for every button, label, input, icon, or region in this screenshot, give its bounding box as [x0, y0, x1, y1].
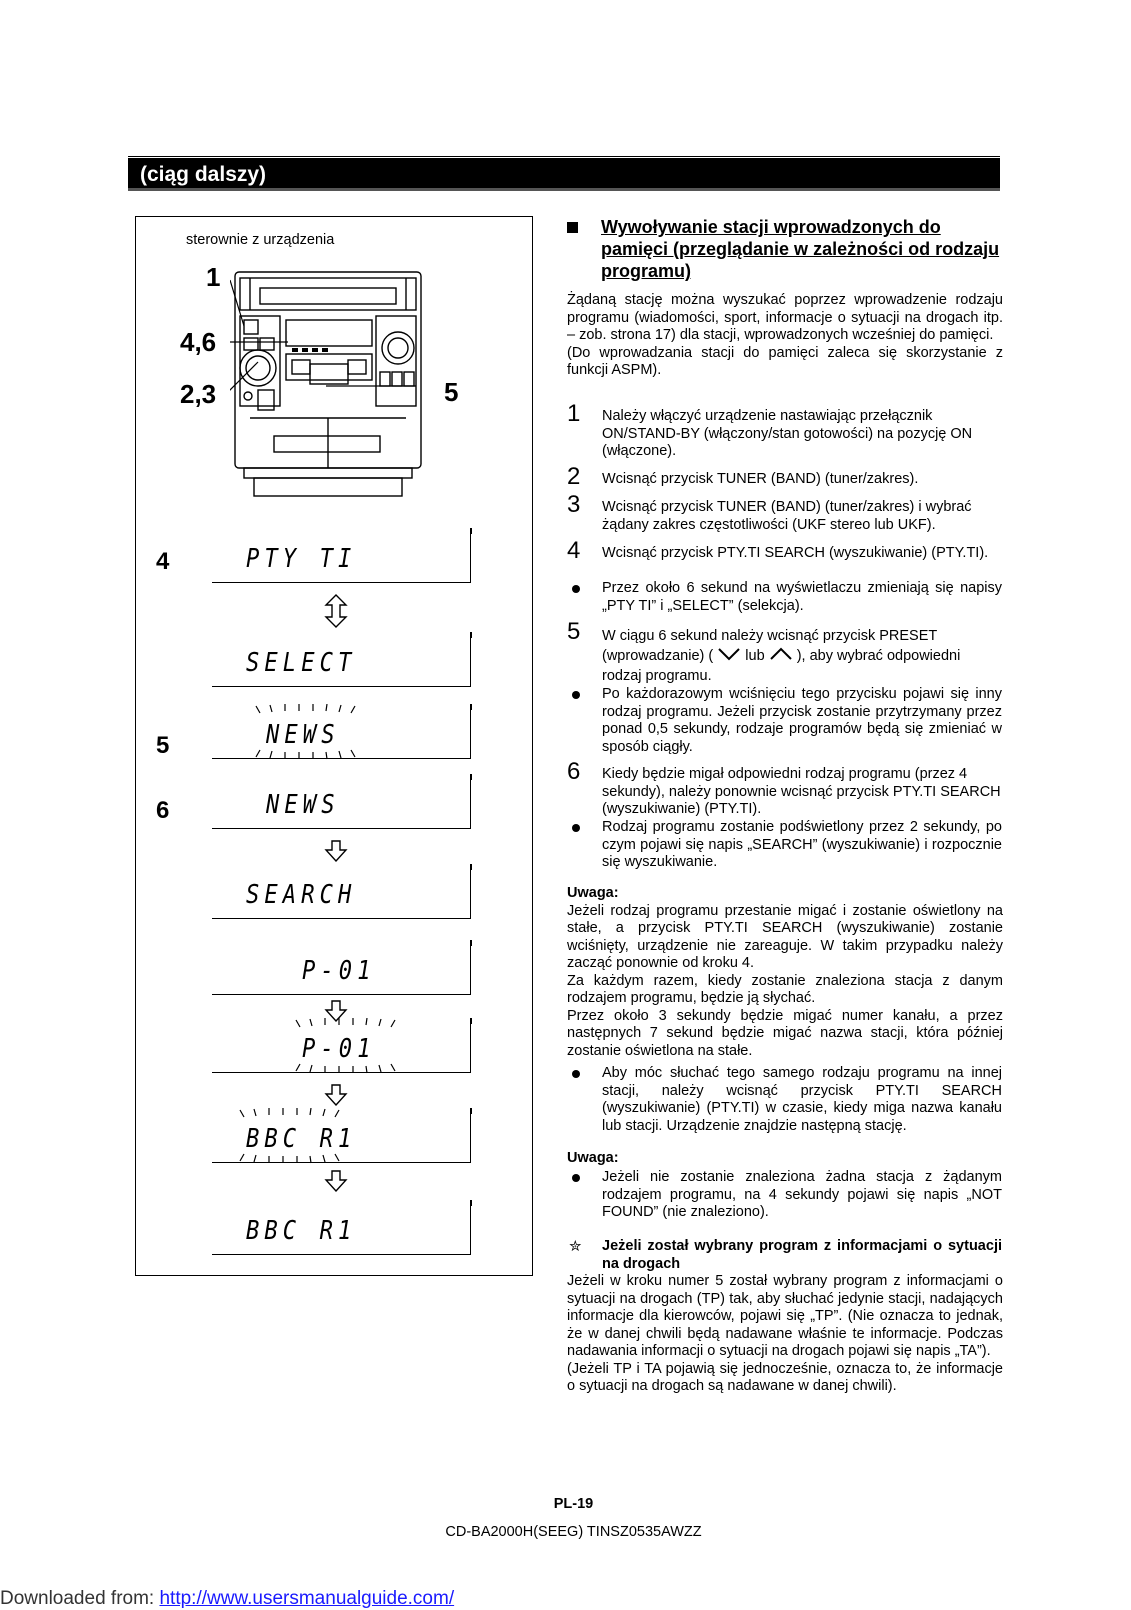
panel-caption: sterownie z urządzenia	[186, 232, 335, 248]
arrow-down-icon	[324, 1170, 348, 1192]
section-band: (ciąg dalszy)	[128, 158, 1000, 191]
bullet-icon	[572, 691, 580, 699]
section-heading	[567, 216, 1007, 282]
step-number-2: 2	[567, 463, 581, 490]
callout-2-3: 2,3	[180, 379, 217, 409]
callout-1: 1	[206, 262, 221, 292]
heading-text: Wywoływanie stacji wprowadzonych do pamięci (przeglądanie w zależności od rodzaju programu)	[601, 217, 1000, 281]
note-1-paragraph: Jeżeli rodzaj programu przestanie migać i zostanie oświetlony na stałe, a przycisk PTY.TI SEARCH (wyszukiwanie) zostanie wciśnięty, urządzenie nie zareaguje. W takim przypadku należy zacząć ponownie od kroku 4.	[567, 902, 1003, 971]
page-number: PL-19	[553, 1496, 594, 1512]
step-5-text-c: ), aby wybrać odpowiedni rodzaj programu.	[602, 648, 961, 684]
callout-4-6: 4,6	[180, 327, 217, 357]
display-text: P-01	[302, 956, 376, 986]
display-bbc-r1	[212, 1206, 471, 1255]
display-bbc-r1-blinking	[212, 1114, 471, 1163]
square-bullet-icon	[567, 222, 578, 233]
tp-body	[567, 1273, 1003, 1396]
bullet-icon	[572, 1070, 580, 1078]
step-number-4: 4	[567, 537, 581, 564]
display-text: BBC R1	[246, 1216, 357, 1246]
display-news	[212, 780, 471, 829]
step-1-text: Należy włączyć urządzenie nastawiając przełącznik ON/STAND-BY (włączony/stan gotowości) na pozycję ON (włączone).	[602, 408, 973, 459]
note-1-paragraph: Przez około 3 sekundy będzie migać numer kanału, a przez następnych 7 sekund będzie migać nazwa stacji, która później zostanie oświetlona na stałe.	[567, 1007, 1003, 1059]
step-number-3: 3	[567, 491, 581, 518]
display-p01-blinking	[212, 1024, 471, 1073]
step-5-text	[602, 626, 1002, 686]
step-number-5: 5	[567, 618, 581, 645]
panel-step-5: 5	[156, 732, 170, 759]
model-code: CD-BA2000H(SEEG) TINSZ0535AWZZ	[445, 1524, 702, 1540]
star-icon: ✮	[569, 1238, 582, 1255]
display-text: BBC R1	[246, 1124, 357, 1154]
display-text: PTY TI	[246, 544, 357, 574]
display-news-blinking	[212, 710, 471, 759]
display-select	[212, 638, 471, 687]
bullet-icon	[572, 824, 580, 832]
callout-5: 5	[444, 377, 459, 407]
panel-step-4: 4	[156, 548, 170, 575]
bullet-icon	[572, 585, 580, 593]
step-4-text: Wcisnąć przycisk PTY.TI SEARCH (wyszukiwanie) (PTY.TI).	[602, 545, 989, 561]
display-pty-ti	[212, 534, 471, 583]
step-2-text: Wcisnąć przycisk TUNER (BAND) (tuner/zakres).	[602, 471, 919, 487]
display-text: SELECT	[246, 648, 357, 678]
note-1-title: Uwaga:	[567, 885, 619, 901]
panel-step-6: 6	[156, 797, 170, 824]
note-2-bullet: Jeżeli nie zostanie znaleziona żadna stacja z żądanym rodzajem programu, na 4 sekundy pojawi się napis „NOT FOUND” (nie znaleziono).	[602, 1169, 1002, 1220]
display-p01	[212, 946, 471, 995]
display-text: NEWS	[266, 720, 340, 750]
download-label: Downloaded from:	[0, 1588, 160, 1609]
download-note	[0, 1588, 454, 1610]
step-number-1: 1	[567, 400, 581, 427]
bullet-icon	[572, 1174, 580, 1182]
step-5-text-a: W ciągu 6 sekund należy wcisnąć przycisk PRESET (wprowadzanie) (	[602, 628, 937, 664]
intro-paragraph: Żądaną stację można wyszukać poprzez wprowadzenie rodzaju programu (wiadomości, sport, informacje o sytuacji na drogach itp. – zob. strona 17) dla stacji, wprowadzonych wcześniej do pamięci.	[567, 292, 1003, 343]
note-2-title: Uwaga:	[567, 1150, 619, 1166]
step-5-bullet: Po każdorazowym wciśnięciu tego przycisku pojawi się inny rodzaj programu. Jeżeli przycisk zostanie przytrzymany przez ponad 0,5 sekundy, rodzaje programów będą się zmieniać w sposób ciągły.	[602, 686, 1002, 755]
note-1-bullet: Aby móc słuchać tego samego rodzaju programu na innej stacji, należy wcisnąć przycisk PTY.TI SEARCH (wyszukiwanie) (PTY.TI) w czasie, kiedy miga nazwa kanału lub stacji. Urządzenie znajdzie następną stację.	[602, 1065, 1002, 1134]
step-5-text-b: lub	[745, 648, 765, 664]
tp-paragraph: Jeżeli w kroku numer 5 został wybrany program z informacjami o sytuacji na drogach (TP) tak, aby słuchać jedynie stacji, nadających informacje dla kierowców, pojawi się „TP”. (Nie oznacza to jednak, że w danej chwili będą nadawane właśnie te informacje. Podczas nadawania informacji o sytuacji na drogach pojawi się napis „TA”).	[567, 1273, 1003, 1359]
down-arrow-key-icon	[717, 647, 741, 661]
display-text: P-01	[302, 1034, 376, 1064]
intro-paragraph: (Do wprowadzania stacji do pamięci zaleca się skorzystanie z funkcji ASPM).	[567, 344, 1003, 378]
step-6-text: Kiedy będzie migał odpowiedni rodzaj programu (przez 4 sekundy), należy ponownie wcisnąć przycisk PTY.TI SEARCH (wyszukiwanie) (PTY.TI).	[602, 766, 1001, 817]
step-number-6: 6	[567, 758, 581, 785]
download-link[interactable]: http://www.usersmanualguide.com/	[159, 1588, 455, 1609]
note-1-paragraph: Za każdym razem, kiedy zostanie znaleziona stacja z danym rodzajem programu, będzie ją słychać.	[567, 972, 1003, 1006]
step-4-bullet: Przez około 6 sekund na wyświetlaczu zmieniają się napisy „PTY TI” i „SELECT” (selekcja).	[602, 580, 1002, 614]
arrow-down-icon	[324, 1084, 348, 1106]
tp-title: Jeżeli został wybrany program z informacjami o sytuacji na drogach	[602, 1238, 1002, 1272]
up-arrow-key-icon	[769, 647, 793, 661]
display-text: NEWS	[266, 790, 340, 820]
arrow-down-icon	[324, 840, 348, 862]
intro	[567, 292, 1003, 380]
note-1	[567, 885, 1003, 1060]
band-top-rule	[128, 156, 1000, 157]
display-search	[212, 870, 471, 919]
tp-paragraph: (Jeżeli TP i TA pojawią się jednocześnie, oznacza to, że informacje o sytuacji na drogach są nadawane w danej chwili).	[567, 1360, 1003, 1394]
step-6-bullet: Rodzaj programu zostanie podświetlony przez 2 sekundy, po czym pojawi się napis „SEARCH” (wyszukiwanie) i rozpocznie się wyszukiwanie.	[602, 819, 1002, 870]
stereo-unit-illustration	[230, 268, 426, 516]
display-text: SEARCH	[246, 880, 357, 910]
double-arrow-icon	[324, 594, 348, 628]
step-3-text: Wcisnąć przycisk TUNER (BAND) (tuner/zakres) i wybrać żądany zakres częstotliwości (UKF stereo lub UKF).	[602, 499, 972, 533]
